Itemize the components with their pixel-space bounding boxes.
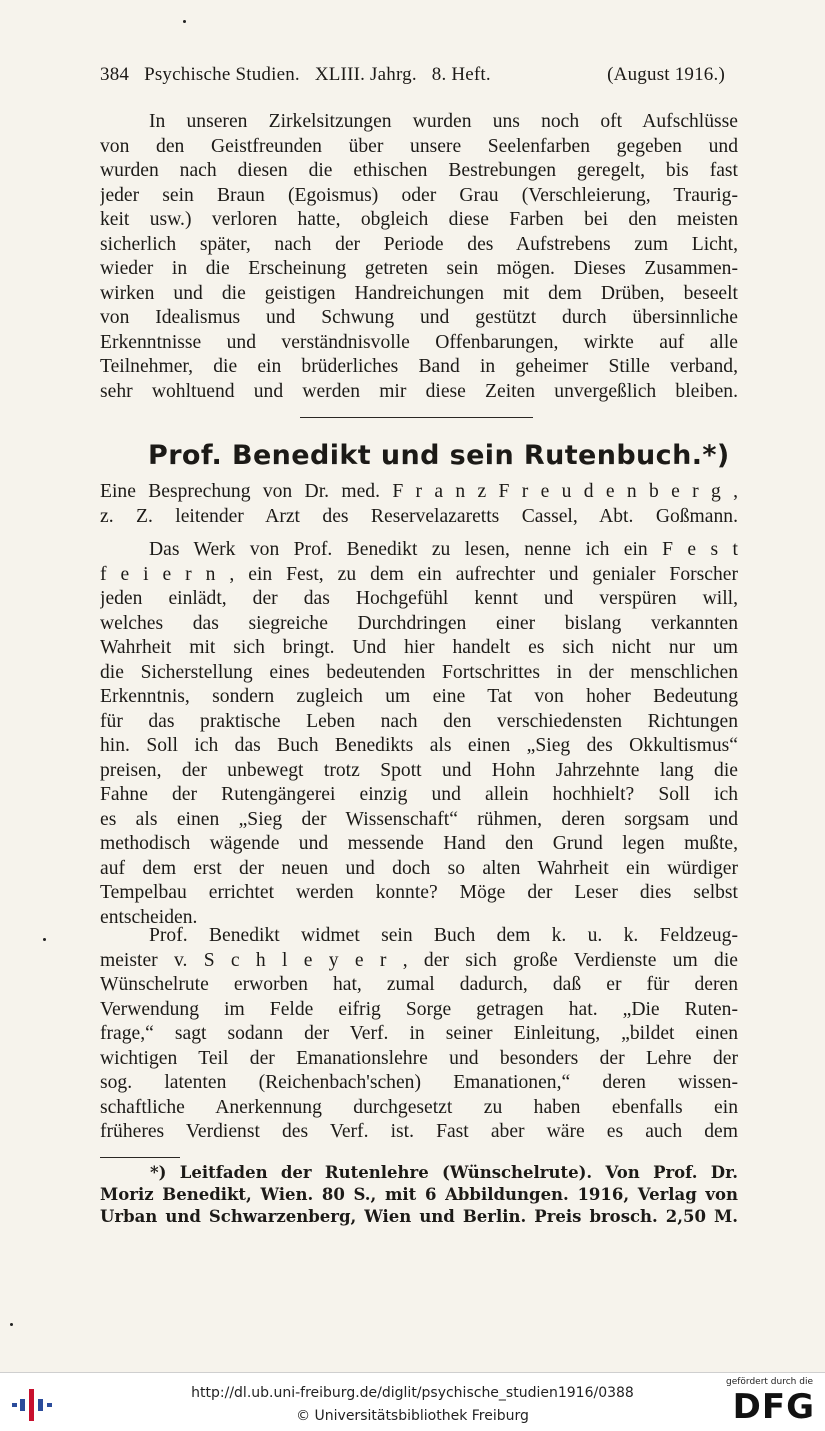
text-line: preisen, der unbewegt trotz Spott und Hohn Jahrzehnte lang die [100,759,738,781]
text-line: hin. Soll ich das Buch Benedikts als einen „Sieg des Okkultismus“ [100,735,738,756]
text-line: keit usw.) verloren hatte, obgleich diese Farben bei den meisten [100,209,738,230]
text-line: wichtigen Teil der Emanationslehre und besonders der Lehre der [100,1047,738,1069]
text-line: wieder in die Erscheinung getreten sein mögen. Dieses Zusammen- [100,258,738,279]
text-line: jeder sein Braun (Egoismus) oder Grau (Verschleierung, Traurig- [100,184,738,206]
text-line: sehr wohltuend und werden mir diese Zeiten unvergeßlich bleiben. [100,380,738,402]
footnote-divider [100,1157,180,1158]
text-line: In unseren Zirkelsitzungen wurden uns noch oft Aufschlüsse [149,111,738,132]
text-line: frage,“ sagt sodann der Verf. in seiner Einleitung, „bildet einen [100,1023,738,1044]
text-line: f e i e r n , ein Fest, zu dem ein aufrechter und genialer Forscher [100,563,738,585]
text-line: Erkenntnisse und verständnisvolle Offenbarungen, wirkte auf alle [100,331,738,353]
article-paragraph-1 [100,538,738,930]
document-url-link[interactable]: http://dl.ub.uni-freiburg.de/diglit/psychische_studien1916/0388 [191,1385,634,1401]
footnote-line: *) Leitfaden der Rutenlehre (Wünschelrute). Von Prof. Dr. [150,1163,738,1182]
text-line: Fahne der Rutengängerei einzig und allein hochhielt? Soll ich [100,784,738,805]
scan-speck [183,20,186,23]
intro-paragraph [100,110,738,404]
issue-date: (August 1916.) [607,64,725,85]
scan-speck [10,1323,13,1326]
text-line: meister v. S c h l e y e r , der sich große Verdienste um die [100,949,738,971]
text-line: früheres Verdienst des Verf. ist. Fast aber wäre es auch dem [100,1121,738,1142]
sponsor-label: gefördert durch die [726,1377,813,1387]
footnote-line: Urban und Schwarzenberg, Wien und Berlin. Preis brosch. 2,50 M. [100,1207,738,1226]
text-line: welches das siegreiche Durchdringen einer bislang verkannten [100,612,738,634]
dfg-logo: DFG [732,1387,815,1427]
text-line: entscheiden. [100,906,198,928]
text-line: Verwendung im Felde eifrig Sorge getragen hat. „Die Ruten- [100,998,738,1020]
text-line: jeden einlädt, der das Hochgefühl kennt und verspüren will, [100,588,738,609]
article-byline [100,480,738,529]
text-line: Prof. Benedikt widmet sein Buch dem k. u. k. Feldzeug- [149,925,738,946]
text-line: Tempelbau errichtet werden konnte? Möge der Leser dies selbst [100,882,738,903]
text-line: von Idealismus und Schwung und gestützt durch übersinnliche [100,307,738,328]
text-line: Das Werk von Prof. Benedikt zu lesen, nenne ich ein F e s t [149,539,738,560]
footnote-line: Moriz Benedikt, Wien. 80 S., mit 6 Abbildungen. 1916, Verlag von [100,1185,738,1204]
scan-speck [43,938,46,941]
byline-line: z. Z. leitender Arzt des Reservelazaretts Cassel, Abt. Goßmann. [100,505,738,527]
text-line: schaftliche Anerkennung durchgesetzt zu haben ebenfalls ein [100,1096,738,1118]
issue: 8. Heft. [431,64,491,85]
copyright-notice: © Universitätsbibliothek Freiburg [296,1408,529,1424]
text-line: Teilnehmer, die ein brüderliches Band in geheimer Stille verband, [100,356,738,377]
footnote [100,1162,738,1228]
page-number: 384 [100,64,130,85]
byline-line: Eine Besprechung von Dr. med. F r a n z F r e u d e n b e r g , [100,481,738,502]
text-line: von den Geistfreunden über unsere Seelenfarben gegeben und [100,135,738,157]
article-title: Prof. Benedikt und sein Rutenbuch.*) [148,440,730,471]
text-line: wirken und die geistigen Handreichungen mit dem Drüben, beseelt [100,282,738,304]
text-line: Erkenntnis, sondern zugleich um eine Tat von hoher Bedeutung [100,686,738,707]
text-line: Wahrheit mit sich bringt. Und hier handelt es sich nicht nur um [100,637,738,658]
text-line: methodisch wägende und messende Hand den Grund legen mußte, [100,833,738,854]
text-line: sog. latenten (Reichenbach'schen) Emanationen,“ deren wissen- [100,1072,738,1093]
section-divider [300,417,533,418]
text-line: es als einen „Sieg der Wissenschaft“ rühmen, deren sorgsam und [100,808,738,830]
viewer-footer [0,1372,825,1431]
running-header [100,64,725,86]
text-line: die Sicherstellung eines bedeutenden Fortschrittes in der menschlichen [100,661,738,683]
text-line: wurden nach diesen die ethischen Bestrebungen geregelt, bis fast [100,160,738,181]
text-line: für das praktische Leben nach den verschiedensten Richtungen [100,710,738,732]
journal-name: Psychische Studien. [144,64,300,85]
article-paragraph-2 [100,924,738,1145]
text-line: sicherlich später, nach der Periode des Aufstrebens zum Licht, [100,233,738,255]
text-line: auf dem erst der neuen und doch so alten Wahrheit ein würdiger [100,857,738,879]
text-line: Wünschelrute erworben hat, zumal dadurch, daß er für deren [100,974,738,995]
volume: XLIII. Jahrg. [314,64,417,85]
